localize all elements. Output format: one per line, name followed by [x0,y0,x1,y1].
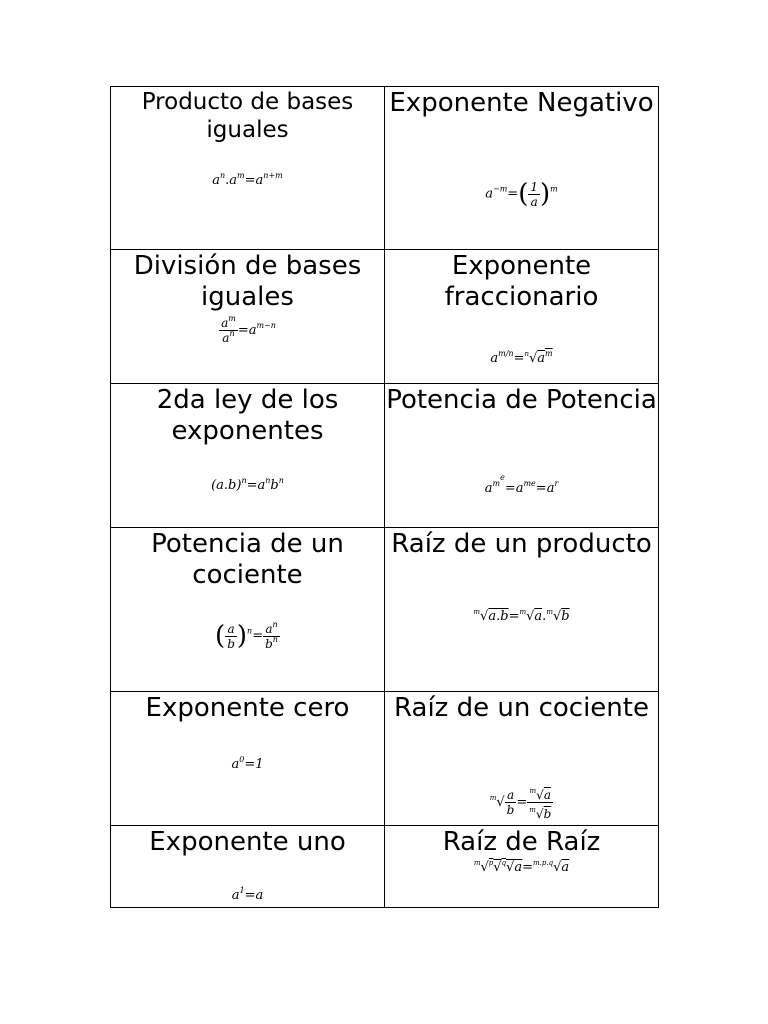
law-cell-fractional-exponent [385,250,659,384]
law-formula: $(a.b)^n=a^nb^n$ [211,476,284,493]
law-title: Raíz de un cociente [394,693,649,723]
law-title: Potencia de un cociente [151,529,344,590]
law-title: Exponente uno [149,827,346,857]
law-formula: $a^{-m}=$( $\frac{1}{a}$ )$^m$ [485,179,558,209]
law-cell-second-law [111,384,385,528]
table-row [111,87,659,250]
law-cell-power-of-power [385,384,659,528]
table-row [111,528,659,692]
law-formula: $^m$√$^p$√$^q$√a=$^{m.p.q}$√a [473,859,570,875]
law-formula: $\frac{a^m}{a^n}$ $=a^{m-n}$ [221,314,276,345]
law-cell-zero-exponent [111,692,385,826]
law-title: Raíz de un producto [391,529,652,559]
laws-sheet [110,86,658,907]
law-formula: $a^n.a^m=a^{n+m}$ [212,171,283,188]
law-cell-root-of-product [385,528,659,692]
law-formula: $a^1=a$ [231,886,264,903]
law-cell-product-same-base [111,87,385,250]
law-cell-negative-exponent [385,87,659,250]
law-formula: $a^0=1$ [231,755,264,772]
law-title: Producto de bases iguales [141,89,354,143]
law-title: Exponente Negativo [389,88,654,118]
law-cell-root-of-quotient [385,692,659,826]
table-row [111,384,659,528]
law-formula: $^m$√ $\frac{a}{b}$ = $\frac{^m√a}{^m√b}$ [385,784,658,821]
law-cell-root-of-root [385,826,659,908]
law-cell-power-of-quotient [111,528,385,692]
law-formula: $^m$√a.b=$^m$√a.$^m$√b [473,608,570,624]
law-title: Exponente fraccionario [444,251,599,312]
law-title: División de bases iguales [133,251,362,312]
law-formula: ( $\frac{a}{b}$ )$^n$= $\frac{a^n}{b^n}$ [215,619,278,651]
table-row [111,826,659,908]
law-title: Exponente cero [145,693,350,723]
law-formula: $a^{m/n}=^n√a^m$ [490,349,553,366]
law-cell-division-same-base [111,250,385,384]
exponent-laws-table [110,86,659,908]
law-cell-exponent-one [111,826,385,908]
table-row [111,692,659,826]
law-formula: $a^{m^e}=a^{me}=a^r$ [484,473,559,496]
law-title: Potencia de Potencia [386,385,657,415]
law-title: Raíz de Raíz [442,827,601,857]
table-row [111,250,659,384]
law-title: 2da ley de los exponentes [156,385,339,446]
